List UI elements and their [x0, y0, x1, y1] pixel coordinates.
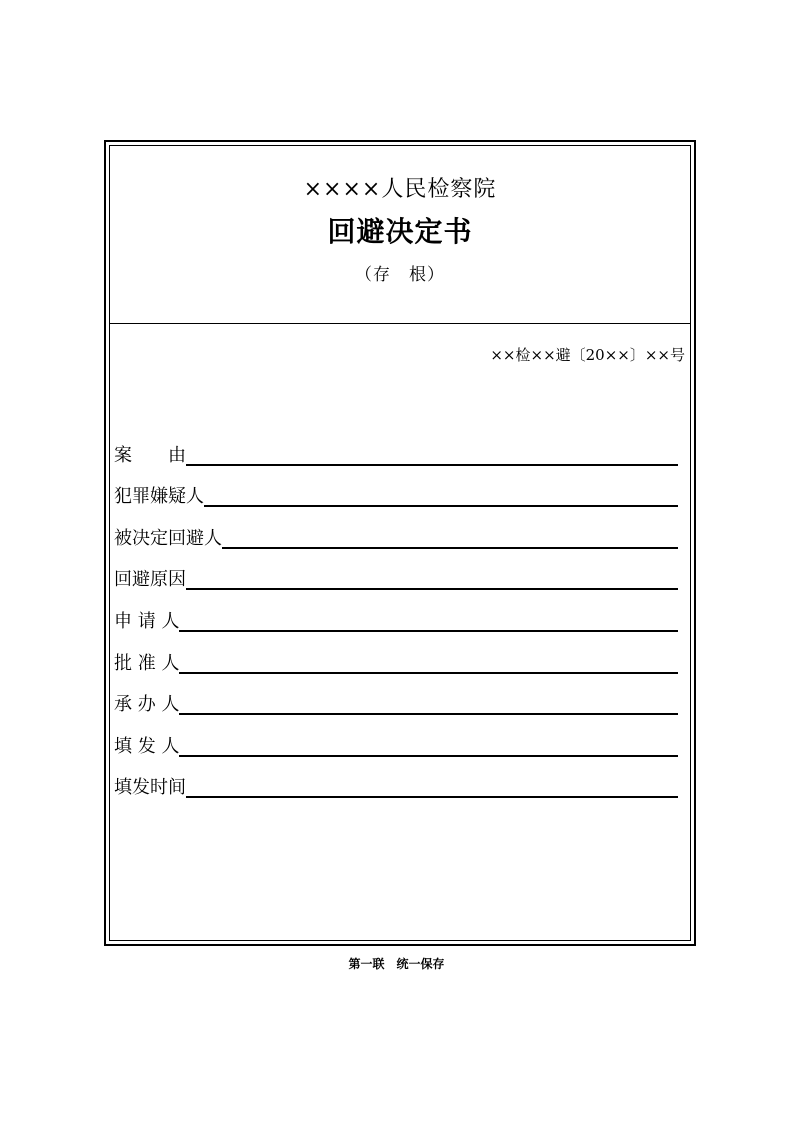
- approver-blank-line[interactable]: [179, 652, 678, 674]
- field-suspect: [114, 467, 678, 509]
- case-reason-blank-line[interactable]: [186, 444, 678, 466]
- field-label: 回避原因: [114, 569, 186, 591]
- issue-time-blank-line[interactable]: [186, 776, 678, 798]
- header-divider: [109, 323, 691, 324]
- field-label: 填发时间: [114, 777, 186, 799]
- field-issue-time: [114, 758, 678, 800]
- field-label: 犯罪嫌疑人: [114, 486, 204, 508]
- document-number: ××检××避〔20××〕××号: [490, 346, 685, 364]
- form-fields: [114, 425, 678, 799]
- field-recusal-reason: [114, 550, 678, 592]
- field-label: 承 办 人: [114, 694, 180, 716]
- field-label: 批 准 人: [114, 652, 180, 674]
- issuer-blank-line[interactable]: [179, 735, 678, 757]
- field-issuer: [114, 716, 678, 758]
- recusal-reason-blank-line[interactable]: [186, 568, 678, 590]
- field-approver: [114, 633, 678, 675]
- field-handler: [114, 675, 678, 717]
- applicant-blank-line[interactable]: [179, 610, 678, 632]
- field-label: 申 请 人: [114, 610, 180, 632]
- footer-note: 第一联 统一保存: [348, 957, 445, 971]
- handler-blank-line[interactable]: [179, 693, 678, 715]
- field-case-reason: [114, 425, 678, 467]
- recused-person-blank-line[interactable]: [222, 527, 678, 549]
- field-label: 案 由: [114, 444, 186, 466]
- field-label: 填 发 人: [114, 735, 180, 757]
- document-title: 回避决定书: [327, 215, 473, 248]
- organization-title: ××××人民检察院: [303, 177, 497, 202]
- field-label: 被决定回避人: [114, 527, 222, 549]
- field-applicant: [114, 591, 678, 633]
- field-recused-person: [114, 508, 678, 550]
- document-subtitle: （存 根）: [355, 265, 445, 285]
- suspect-blank-line[interactable]: [204, 485, 678, 507]
